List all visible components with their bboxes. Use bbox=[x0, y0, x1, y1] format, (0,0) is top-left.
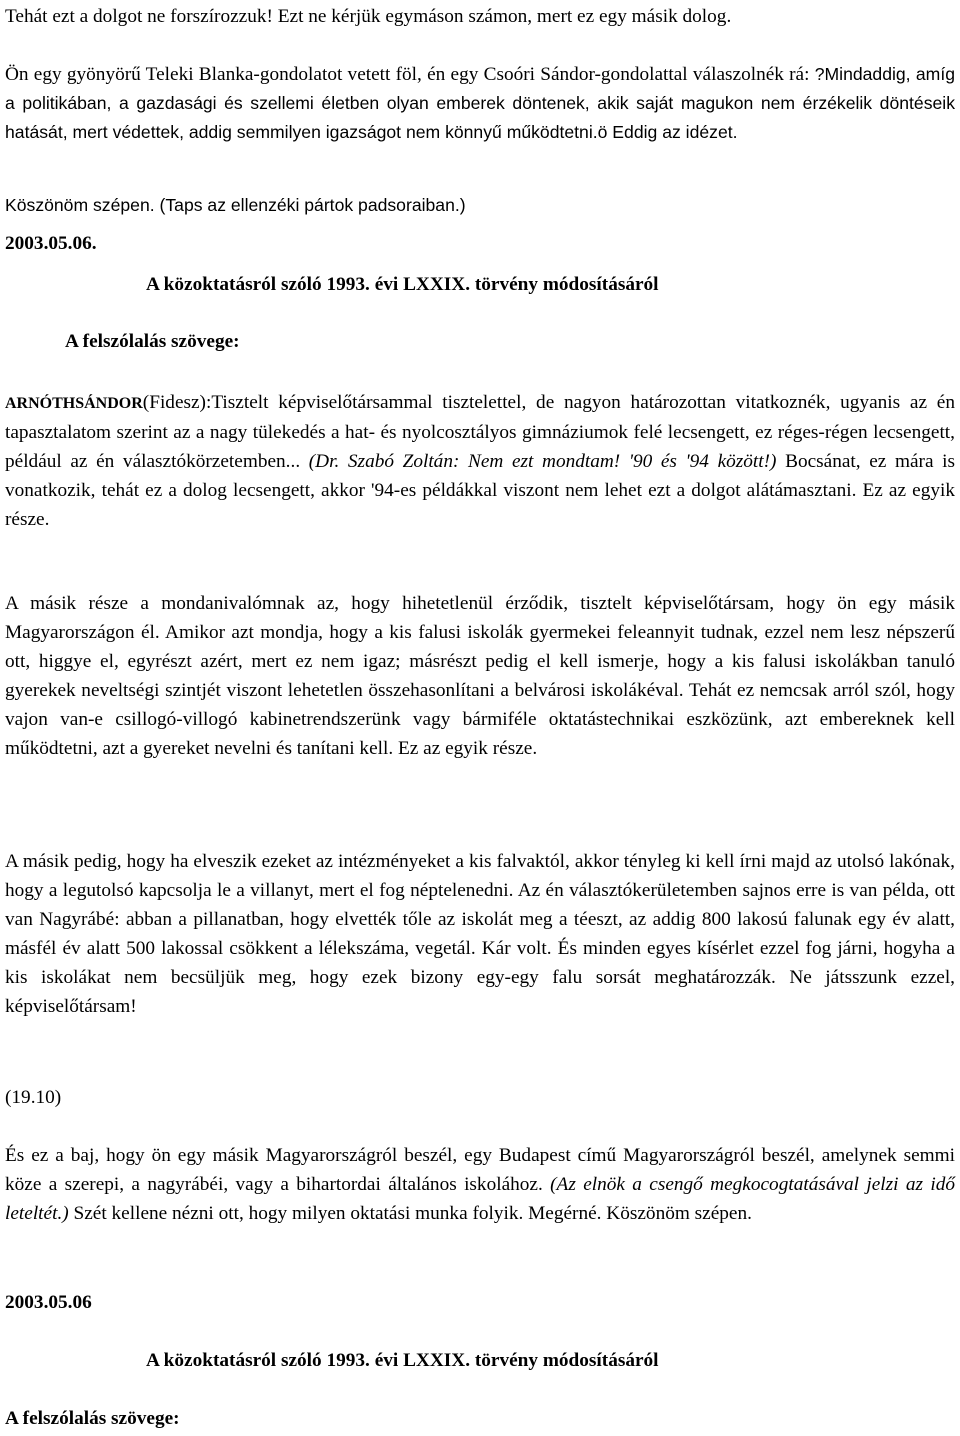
speech-paragraph-1 bbox=[5, 388, 955, 534]
section-title: A közoktatásról szóló 1993. évi LXXIX. törvény módosításáról bbox=[146, 274, 659, 295]
speech-text: (Fidesz):Tisztelt képviselőtársammal tisztelettel, de nagyon határozottan vitatkoznék, ugyanis az én tapasztalatom szerint az a nagy tülekedés a hat- és nyolcosztályos gimnáziumok felé lecsengett, ez réges-régen lecsengett, például az én választókörzetemben... bbox=[5, 392, 955, 472]
quote-paragraph bbox=[5, 60, 955, 147]
speech-paragraph-2: A másik része a mondanivalómnak az, hogy hihetetlenül érződik, tisztelt képviselőtársam, hogy ön egy másik Magyarországon él. Amikor azt mondja, hogy a kis falusi iskolák gyermekei feleannyit tudnak, ezzel nem lesz népszerű ott, higgye el, egyrészt azért, mert ez nem igaz; másrészt pedig el kell ismerje, hogy a kis falusi iskolákban tanuló gyerekek neveltségi szintjét viszont lehetetlen összehasonlítani a belvárosi iskolákéval. Tehát ez nemcsak arról szól, hogy vajon van-e csillogó-villogó kabinetrendszerünk vagy bármiféle oktatástechnikai eszközünk, azt embereknek kell működtetni, azt a gyereket nevelni és tanítani kell. Ez az egyik része. bbox=[5, 593, 955, 759]
speech-text: És ez a baj, hogy ön egy másik Magyarországról beszél, egy Budapest című Magyarországról beszél, amelynek semmi köze a szerepi, a nagyrábéi, vagy a bihartordai általános iskolához. bbox=[5, 1145, 955, 1195]
section-subtitle: A felszólalás szövege: bbox=[65, 331, 240, 352]
speech-text: Bocsánat, ez mára is vonatkozik, tehát ez a dolog lecsengett, akkor '94-es példákkal viszont nem lehet ezt a dolgot alátámasztani. Ez az egyik része. bbox=[5, 451, 955, 530]
section-subtitle-2: A felszólalás szövege: bbox=[5, 1408, 180, 1429]
thanks-line: Köszönöm szépen. (Taps az ellenzéki pártok padsoraiban.) bbox=[5, 195, 466, 215]
time-stamp: (19.10) bbox=[5, 1087, 62, 1108]
closing-paragraph: Tehát ezt a dolgot ne forszírozzuk! Ezt ne kérjük egymáson számon, mert ez egy másik dolog. bbox=[5, 6, 732, 27]
section-date-2: 2003.05.06 bbox=[5, 1292, 92, 1313]
speech-paragraph-3: A másik pedig, hogy ha elveszik ezeket az intézményeket a kis falvaktól, akkor tényleg ki kell írni majd az utolsó lakónak, hogy a legutolsó kapcsolja le a villanyt, mert el fog néptelenedni. Az én választókerületemben sajnos erre is van példa, ott van Nagyrábé: abban a pillanatban, hogy elvették tőle az iskolát meg a téeszt, az addig 800 lakosú falunak egy év alatt, másfél év alatt 500 lakossal csökkent a lélekszáma, vegetál. Kár volt. És minden egyes kísérlet ezzel fog járni, hogyha a kis iskolákat nem becsüljük meg, hogy ezek bizony egy-egy falu sorsát meghatározzák. Ne játsszunk ezzel, képviselőtársam! bbox=[5, 851, 955, 1017]
speech-text: Szét kellene nézni ott, hogy milyen oktatási munka folyik. Megérné. Köszönöm szépen. bbox=[68, 1203, 752, 1224]
speech-paragraph-4 bbox=[5, 1141, 955, 1228]
section-title-2: A közoktatásról szóló 1993. évi LXXIX. törvény módosításáról bbox=[146, 1350, 659, 1371]
interjection: (Dr. Szabó Zoltán: Nem ezt mondtam! '90 és '94 között!) bbox=[308, 451, 777, 472]
speaker-name: ARNÓTHSÁNDOR bbox=[5, 395, 143, 412]
quote-text: ?Mindaddig, amíg a politikában, a gazdasági és szellemi életben olyan emberek döntenek, akik saját magukon nem érzékelik döntéseik hatását, mert védettek, addig semmilyen igazságot nem könnyű működtetni.ö Eddig az idézet. bbox=[5, 64, 955, 142]
quote-intro: Ön egy gyönyörű Teleki Blanka-gondolatot vetett föl, én egy Csoóri Sándor-gondolattal válaszolnék rá: bbox=[5, 64, 815, 85]
section-date: 2003.05.06. bbox=[5, 233, 97, 254]
interjection: (Az elnök a csengő megkocogtatásával jelzi az idő leteltét.) bbox=[5, 1174, 955, 1224]
